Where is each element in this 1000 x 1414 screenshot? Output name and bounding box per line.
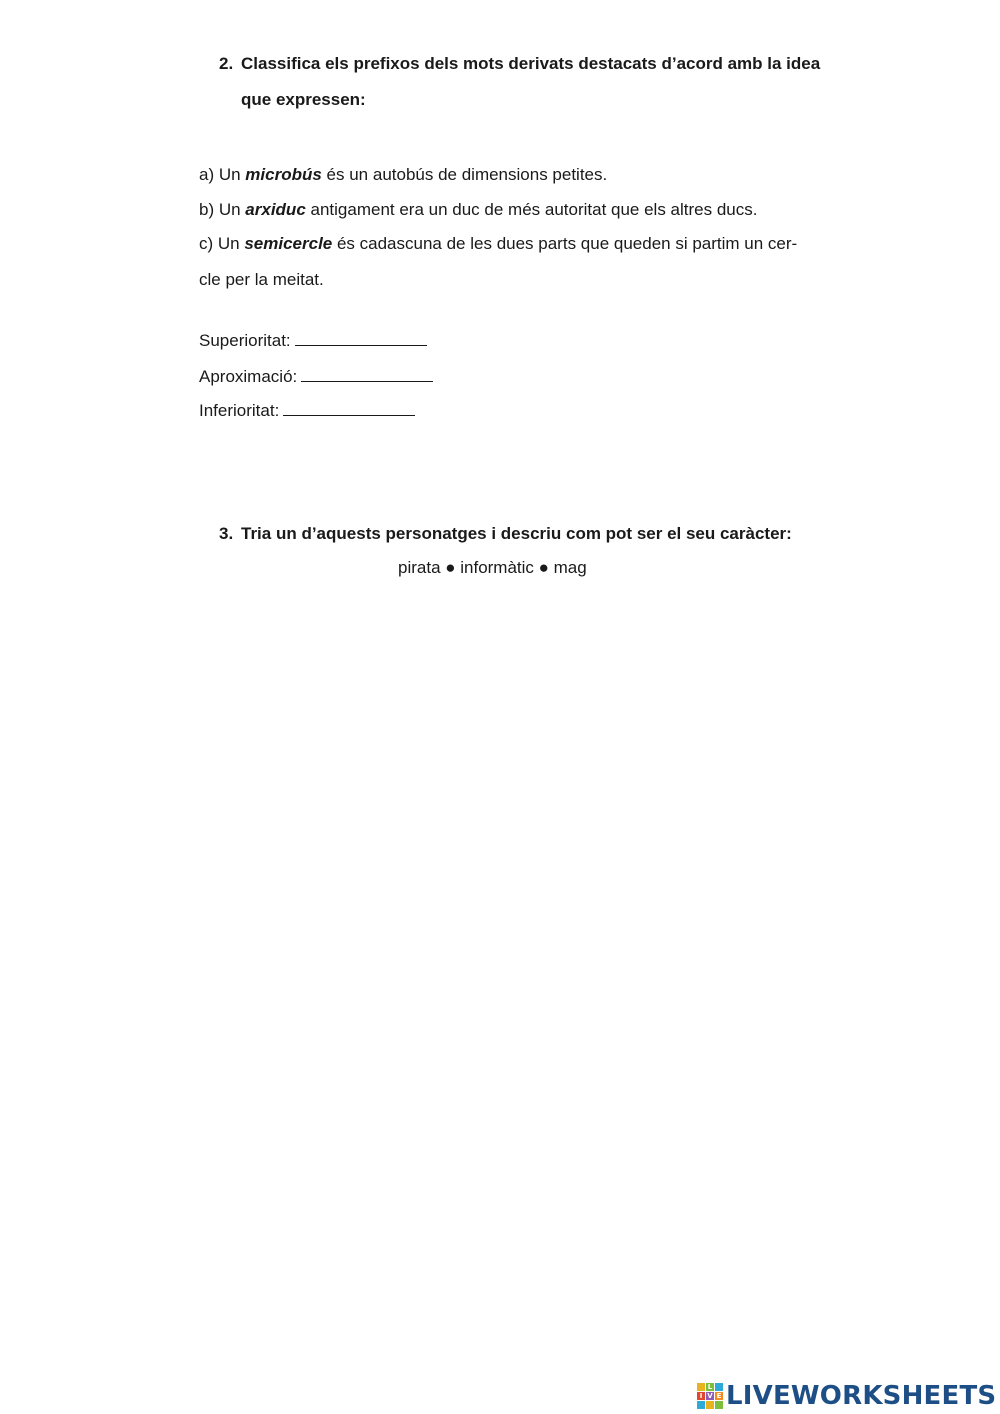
answer-inferioritat: Inferioritat: (199, 401, 415, 421)
highlight-word: microbús (245, 165, 322, 184)
question-2-title-line2: que expressen: (241, 90, 366, 109)
question-3-number: 3. (219, 524, 234, 543)
highlight-word: arxiduc (245, 200, 306, 219)
highlight-word: semicercle (244, 234, 333, 253)
question-3-title: 3. Tria un d’aquests personatges i descriu com pot ser el seu caràcter: (219, 524, 792, 543)
item-b: b) Un arxiduc antigament era un duc de més autoritat que els altres ducs. (199, 200, 758, 219)
item-c-continuation: cle per la meitat. (199, 270, 324, 289)
item-a: a) Un microbús és un autobús de dimensions petites. (199, 165, 608, 184)
logo-text: LIVEWORKSHEETS (726, 1381, 997, 1411)
question-2-number: 2. (219, 54, 234, 73)
liveworksheets-logo (697, 1381, 996, 1411)
answer-superioritat: Superioritat: (199, 331, 427, 351)
logo-mark-icon: L I V E (697, 1383, 723, 1409)
item-c: c) Un semicercle és cadascuna de les dues parts que queden si partim un cer- (199, 234, 798, 253)
question-2-title-line1: 2. Classifica els prefixos dels mots derivats destacats d’acord amb la idea (219, 54, 821, 73)
answer-blank-superioritat[interactable] (295, 331, 427, 346)
character-options: pirata ● informàtic ● mag (398, 558, 587, 577)
answer-blank-aproximacio[interactable] (301, 367, 433, 382)
answer-aproximacio: Aproximació: (199, 367, 433, 387)
answer-blank-inferioritat[interactable] (283, 401, 415, 416)
